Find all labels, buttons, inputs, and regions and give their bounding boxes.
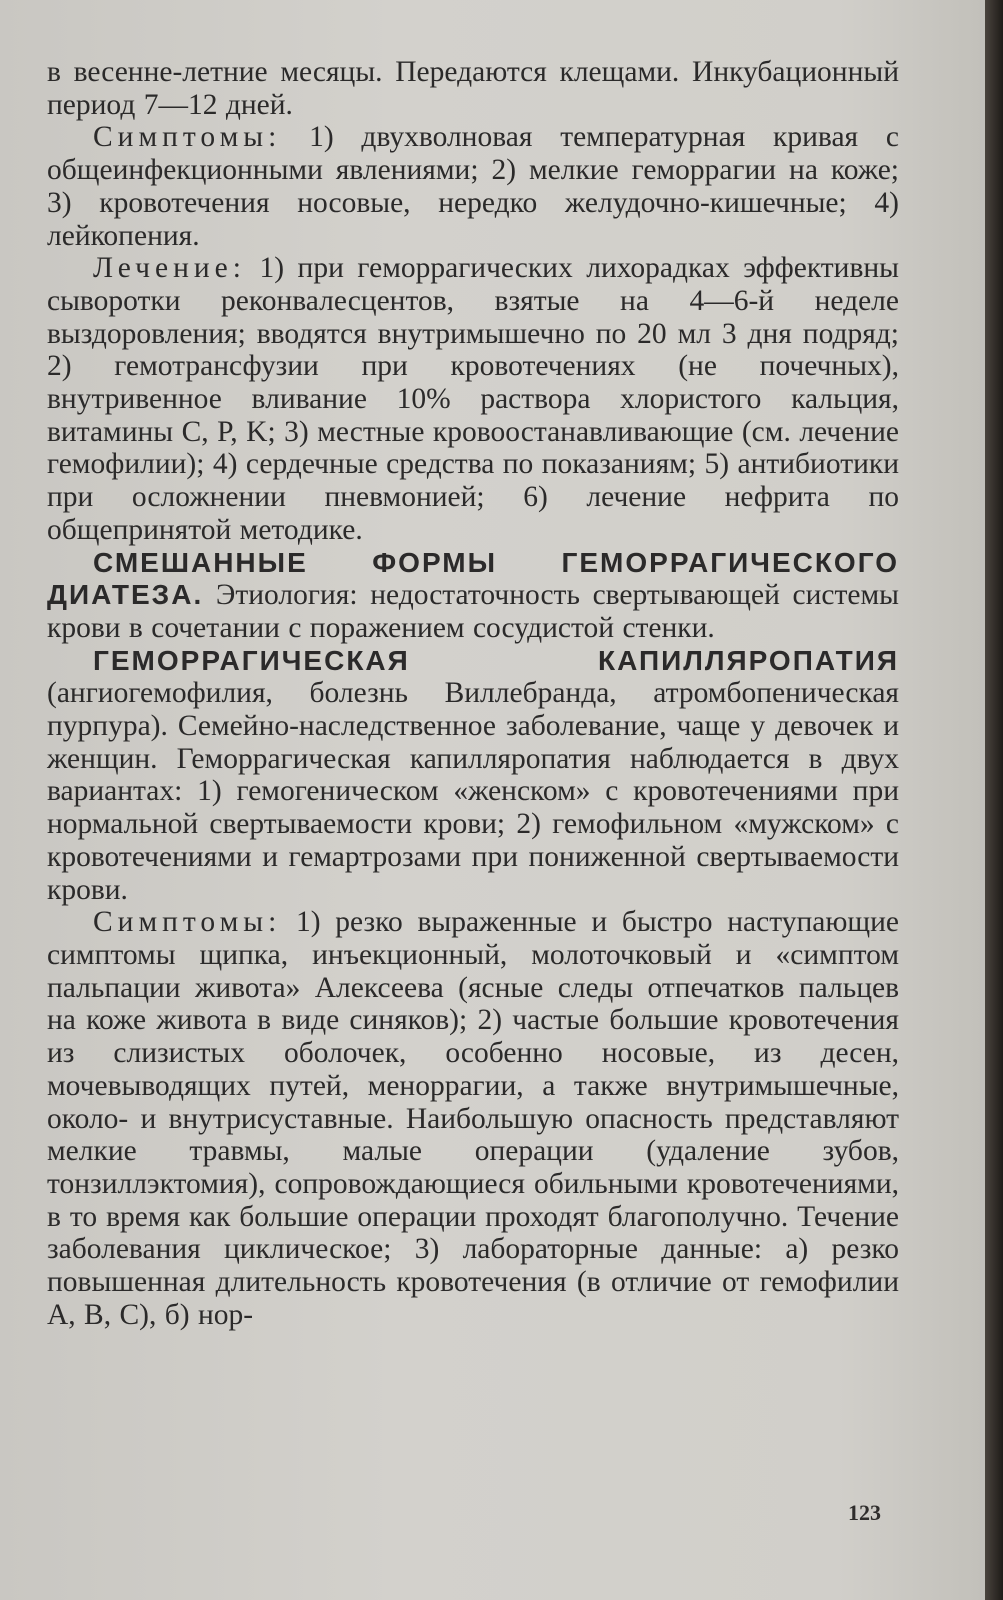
treatment-text: 1) при геморрагических лихорадках эффективны сыворотки реконвалесцентов, взятые на 4—6-й неделе выздоровления; вводятся внутримышечно по 20 мл 3 дня подряд; 2) гемотрансфузии при кровотечениях (не почечных), внутривенное вливание 10% раствора хлористого кальция, витамины C, P, K; 3) местные кровоостанавливающие (см. лечение гемофилии); 4) сердечные средства по показаниям; 5) антибиотики при осложнении пневмонией; 6) лечение нефрита по общепринятой методике. [47, 252, 899, 546]
paragraph-intro: в весенне-летние месяцы. Передаются клещами. Инкубационный период 7—12 дней. [47, 56, 899, 121]
page-body [47, 56, 899, 1331]
page-number: 123 [848, 1500, 881, 1525]
paragraph-treatment [47, 252, 899, 546]
paragraph-mixed-forms [47, 547, 899, 645]
paragraph-capillaropathy [47, 645, 899, 907]
capillaropathy-text: (ангиогемофилия, болезнь Виллебранда, атромбопеническая пурпура). Семейно-наследственное заболевание, чаще у девочек и женщин. Геморрагическая капилляропатия наблюдается в двух вариантах: 1) гемогеническом «женском» с кровотечениями при нормальной свертываемости крови; 2) гемофильном «мужском» с кровотечениями и гемартрозами при пониженной свертываемости крови. [47, 677, 899, 906]
section-label-symptoms-2: Симптомы: [93, 906, 282, 939]
book-binding-edge [985, 0, 1003, 1600]
paragraph-symptoms-1 [47, 121, 899, 252]
paragraph-symptoms-2 [47, 906, 899, 1331]
heading-capillaropathy: ГЕМОРРАГИЧЕСКАЯ КАПИЛЛЯРОПАТИЯ [93, 644, 899, 676]
heading-mixed-forms: СМЕШАННЫЕ ФОРМЫ ГЕМОРРАГИЧЕСКОГО ДИАТЕЗА. [47, 546, 899, 611]
symptoms-2-text: 1) резко выраженные и быстро наступающие симптомы щипка, инъекционный, молоточковый и «симптом пальпации живота» Алексеева (ясные следы отпечатков пальцев на коже живота в виде синяков); 2) частые большие кровотечения из слизистых оболочек, особенно носовые, из десен, мочевыводящих путей, меноррагии, а также внутримышечные, около- и внутрисуставные. Наибольшую опасность представляют мелкие травмы, малые операции (удаление зубов, тонзиллэктомия), сопровождающиеся обильными кровотечениями, в то время как большие операции проходят благополучно. Течение заболевания циклическое; 3) лабораторные данные: а) резко повышенная длительность кровотечения (в отличие от гемофилии А, В, С), б) нор- [47, 906, 899, 1331]
section-label-symptoms: Симптомы: [93, 121, 282, 154]
symptoms-text: 1) двухволновая температурная кривая с общеинфекционными явлениями; 2) мелкие геморрагии на коже; 3) кровотечения носовые, нередко желудочно-кишечные; 4) лейкопения. [47, 121, 899, 252]
section-label-treatment: Лечение: [93, 252, 246, 285]
mixed-forms-text: Этиология: недостаточность свертывающей системы крови в сочетании с поражением сосудистой стенки. [47, 579, 899, 644]
